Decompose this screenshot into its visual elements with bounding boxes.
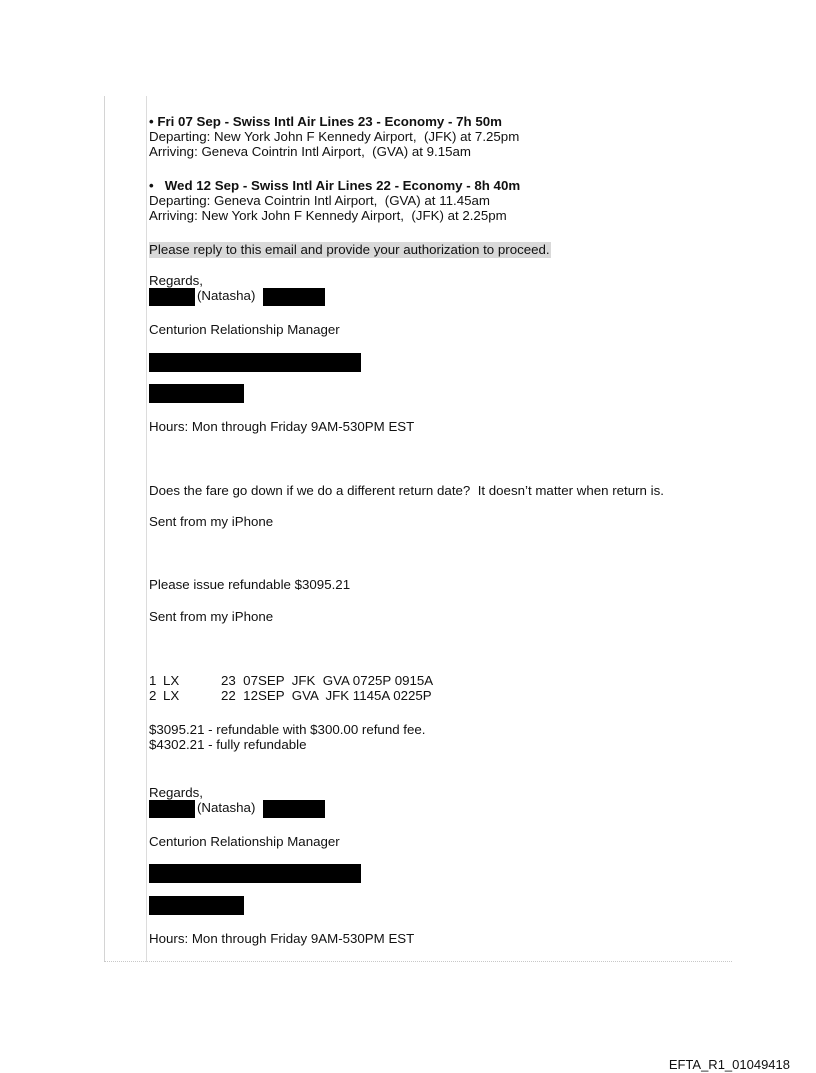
- reply-2: Please issue refundable $3095.21: [149, 577, 351, 592]
- sent-from-2: Sent from my iPhone: [149, 609, 274, 624]
- bottom-dotted-rule: [104, 961, 732, 962]
- flight-2-header: • Wed 12 Sep - Swiss Intl Air Lines 22 - Economy - 8h 40m: [149, 178, 521, 193]
- quote-rule: [146, 96, 147, 962]
- itinerary-row-2-airline: LX: [163, 688, 180, 703]
- itinerary-row-1-airline: LX: [163, 673, 180, 688]
- bates-number: EFTA_R1_01049418: [668, 1057, 790, 1072]
- authorization-request: [149, 242, 551, 257]
- signature-2-title: Centurion Relationship Manager: [149, 834, 340, 849]
- signature-1-name: (Natasha): [197, 288, 256, 303]
- redaction-box: [149, 288, 195, 306]
- itinerary-row-1-num: 1: [149, 673, 157, 688]
- redaction-box: [149, 353, 361, 372]
- signature-1-title: Centurion Relationship Manager: [149, 322, 340, 337]
- redaction-box: [149, 864, 361, 883]
- redaction-box: [149, 800, 195, 818]
- fare-refundable-with-fee: $3095.21 - refundable with $300.00 refund fee.: [149, 722, 426, 737]
- flight-1-arriving: Arriving: Geneva Cointrin Intl Airport, (GVA) at 9.15am: [149, 144, 471, 159]
- sent-from-1: Sent from my iPhone: [149, 514, 274, 529]
- itinerary-row-2-details: 22 12SEP GVA JFK 1145A 0225P: [221, 688, 432, 703]
- signature-1-regards: Regards,: [149, 273, 203, 288]
- itinerary-row-2-num: 2: [149, 688, 157, 703]
- flight-1-header-text: Fri 07 Sep - Swiss Intl Air Lines 23 - Economy - 7h 50m: [157, 114, 502, 129]
- signature-2-hours: Hours: Mon through Friday 9AM-530PM EST: [149, 931, 415, 946]
- flight-2-header-text: Wed 12 Sep - Swiss Intl Air Lines 22 - Economy - 8h 40m: [164, 178, 521, 193]
- redaction-box: [149, 384, 244, 403]
- redaction-box: [149, 896, 244, 915]
- signature-2-regards: Regards,: [149, 785, 203, 800]
- redaction-box: [263, 288, 325, 306]
- flight-1-departing: Departing: New York John F Kennedy Airport, (JFK) at 7.25pm: [149, 129, 520, 144]
- flight-1-header: • Fri 07 Sep - Swiss Intl Air Lines 23 - Economy - 7h 50m: [149, 114, 502, 129]
- reply-1: Does the fare go down if we do a different return date? It doesn’t matter when return is.: [149, 483, 664, 498]
- authorization-request-text: Please reply to this email and provide your authorization to proceed.: [149, 242, 550, 257]
- itinerary-row-1-details: 23 07SEP JFK GVA 0725P 0915A: [221, 673, 434, 688]
- fare-fully-refundable: $4302.21 - fully refundable: [149, 737, 307, 752]
- signature-1-hours: Hours: Mon through Friday 9AM-530PM EST: [149, 419, 415, 434]
- signature-2-name: (Natasha): [197, 800, 256, 815]
- flight-2-departing: Departing: Geneva Cointrin Intl Airport, (GVA) at 11.45am: [149, 193, 490, 208]
- flight-2-arriving: Arriving: New York John F Kennedy Airport, (JFK) at 2.25pm: [149, 208, 507, 223]
- redaction-box: [263, 800, 325, 818]
- left-margin-rule: [104, 96, 105, 962]
